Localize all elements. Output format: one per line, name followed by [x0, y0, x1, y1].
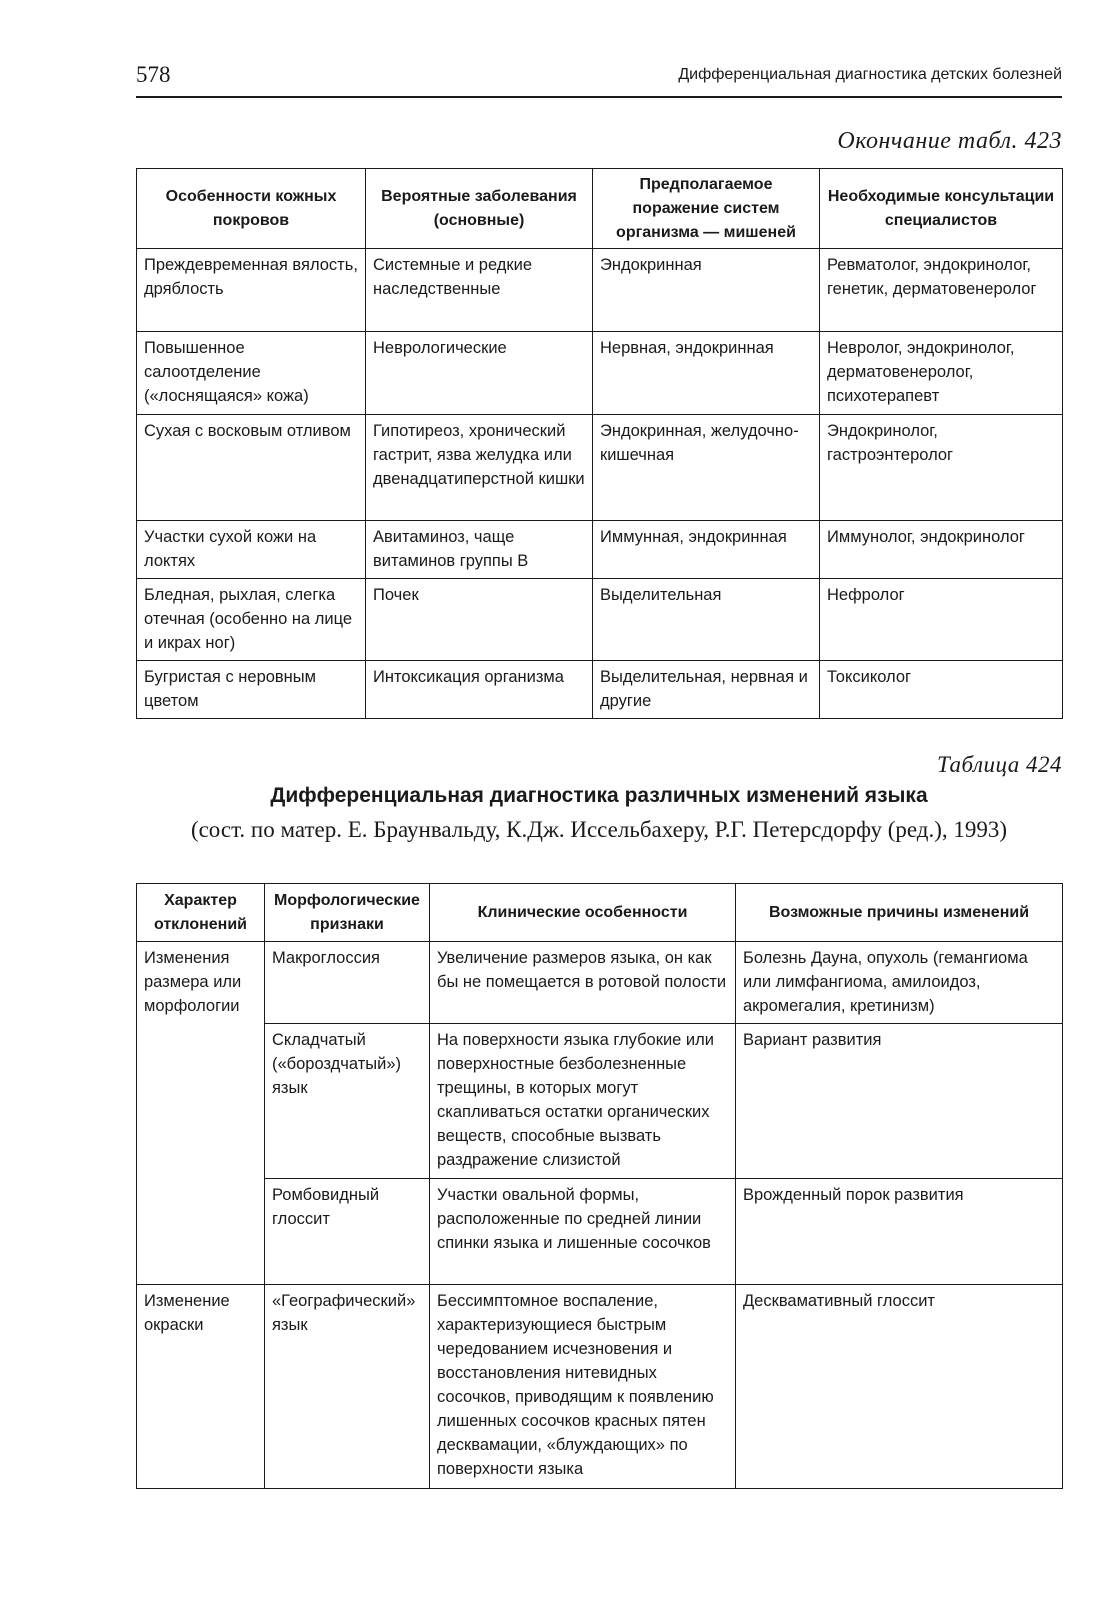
table-cell: Повышенное салоотделение («лоснящаяся» кожа): [137, 332, 366, 415]
table-cell: Участки овальной формы, расположенные по средней линии спинки языка и лишенные сосочков: [430, 1179, 736, 1285]
table-cell: Эндокринная, желудочно-кишечная: [593, 415, 820, 521]
table-cell: Выделительная, нервная и другие: [593, 661, 820, 719]
column-header: Морфологические признаки: [265, 884, 430, 942]
table-row: [137, 1024, 1063, 1179]
table-cell: Неврологические: [366, 332, 593, 415]
column-header: Особенности кожных покровов: [137, 169, 366, 249]
group-cell: Изменения размера или морфологии: [137, 942, 265, 1285]
table-cell: Системные и редкие наследственные: [366, 249, 593, 332]
table-cell: Врожденный порок развития: [736, 1179, 1063, 1285]
table-cell: Ромбовидный глоссит: [265, 1179, 430, 1285]
table-row: [137, 1285, 1063, 1489]
column-header: Вероятные заболевания (основные): [366, 169, 593, 249]
running-title: Дифференциальная диагностика детских болезней: [678, 66, 1062, 83]
page-number: 578: [136, 62, 171, 87]
table-cell: Бессимптомное воспаление, характеризующиеся быстрым чередованием исчезновения и восстановления нитевидных сосочков, приводящим к появлению лишенных сосочков красных пятен десквамации, «блуждающих» по поверхности языка: [430, 1285, 736, 1489]
table-423: [136, 168, 1063, 719]
column-header: Характер отклонений: [137, 884, 265, 942]
table-row: [137, 942, 1063, 1024]
table-cell: Иммунолог, эндокринолог: [820, 521, 1063, 579]
table-cell: Иммунная, эндокринная: [593, 521, 820, 579]
table-row: [137, 415, 1063, 521]
table-424-label: Таблица 424: [936, 752, 1062, 777]
table-423-continuation-label: Окончание табл. 423: [837, 128, 1062, 154]
table-cell: Почек: [366, 579, 593, 661]
table-header-row: [137, 169, 1063, 249]
column-header: Возможные причины изменений: [736, 884, 1063, 942]
column-header: Необходимые консультации специалистов: [820, 169, 1063, 249]
table-cell: Болезнь Дауна, опухоль (гемангиома или лимфангиома, амилоидоз, акромегалия, кретинизм): [736, 942, 1063, 1024]
group-cell: Изменение окраски: [137, 1285, 265, 1489]
table-cell: Выделительная: [593, 579, 820, 661]
table-cell: «Географический» язык: [265, 1285, 430, 1489]
table-cell: Эндокринная: [593, 249, 820, 332]
table-cell: Нервная, эндокринная: [593, 332, 820, 415]
table-cell: Десквамативный глоссит: [736, 1285, 1063, 1489]
table-cell: Увеличение размеров языка, он как бы не помещается в ротовой полости: [430, 942, 736, 1024]
table-cell: Вариант развития: [736, 1024, 1063, 1179]
table-row: [137, 521, 1063, 579]
column-header: Предполагаемое поражение систем организма — мишеней: [593, 169, 820, 249]
table-cell: Складчатый («бороздчатый») язык: [265, 1024, 430, 1179]
table-cell: На поверхности языка глубокие или поверхностные безболезненные трещины, в которых могут скапливаться остатки органических веществ, способные вызвать раздражение слизистой: [430, 1024, 736, 1179]
table-cell: Интоксикация организма: [366, 661, 593, 719]
table-cell: Гипотиреоз, хронический гастрит, язва желудка или двенадцатиперстной кишки: [366, 415, 593, 521]
table-cell: Нефролог: [820, 579, 1063, 661]
table-row: [137, 661, 1063, 719]
column-header: Клинические особенности: [430, 884, 736, 942]
table-row: [137, 249, 1063, 332]
table-cell: Эндокринолог, гастроэнтеролог: [820, 415, 1063, 521]
table-424-title: Дифференциальная диагностика различных изменений языка: [270, 784, 928, 807]
table-cell: Бледная, рыхлая, слегка отечная (особенно на лице и икрах ног): [137, 579, 366, 661]
table-row: [137, 332, 1063, 415]
table-row: [137, 1179, 1063, 1285]
table-row: [137, 579, 1063, 661]
table-424: [136, 883, 1063, 1489]
table-cell: Невролог, эндокринолог, дерматовенеролог, психотерапевт: [820, 332, 1063, 415]
table-424-source: (сост. по матер. Е. Браунвальду, К.Дж. Иссельбахеру, Р.Г. Петерсдорфу (ред.), 1993): [190, 817, 1008, 842]
table-cell: Бугристая с неровным цветом: [137, 661, 366, 719]
table-cell: Преждевременная вялость, дряблость: [137, 249, 366, 332]
table-cell: Макроглоссия: [265, 942, 430, 1024]
table-cell: Авитаминоз, чаще витаминов группы В: [366, 521, 593, 579]
running-head: [136, 60, 1062, 98]
table-cell: Токсиколог: [820, 661, 1063, 719]
table-header-row: [137, 884, 1063, 942]
table-cell: Участки сухой кожи на локтях: [137, 521, 366, 579]
table-cell: Сухая с восковым отливом: [137, 415, 366, 521]
table-cell: Ревматолог, эндокринолог, генетик, дерматовенеролог: [820, 249, 1063, 332]
